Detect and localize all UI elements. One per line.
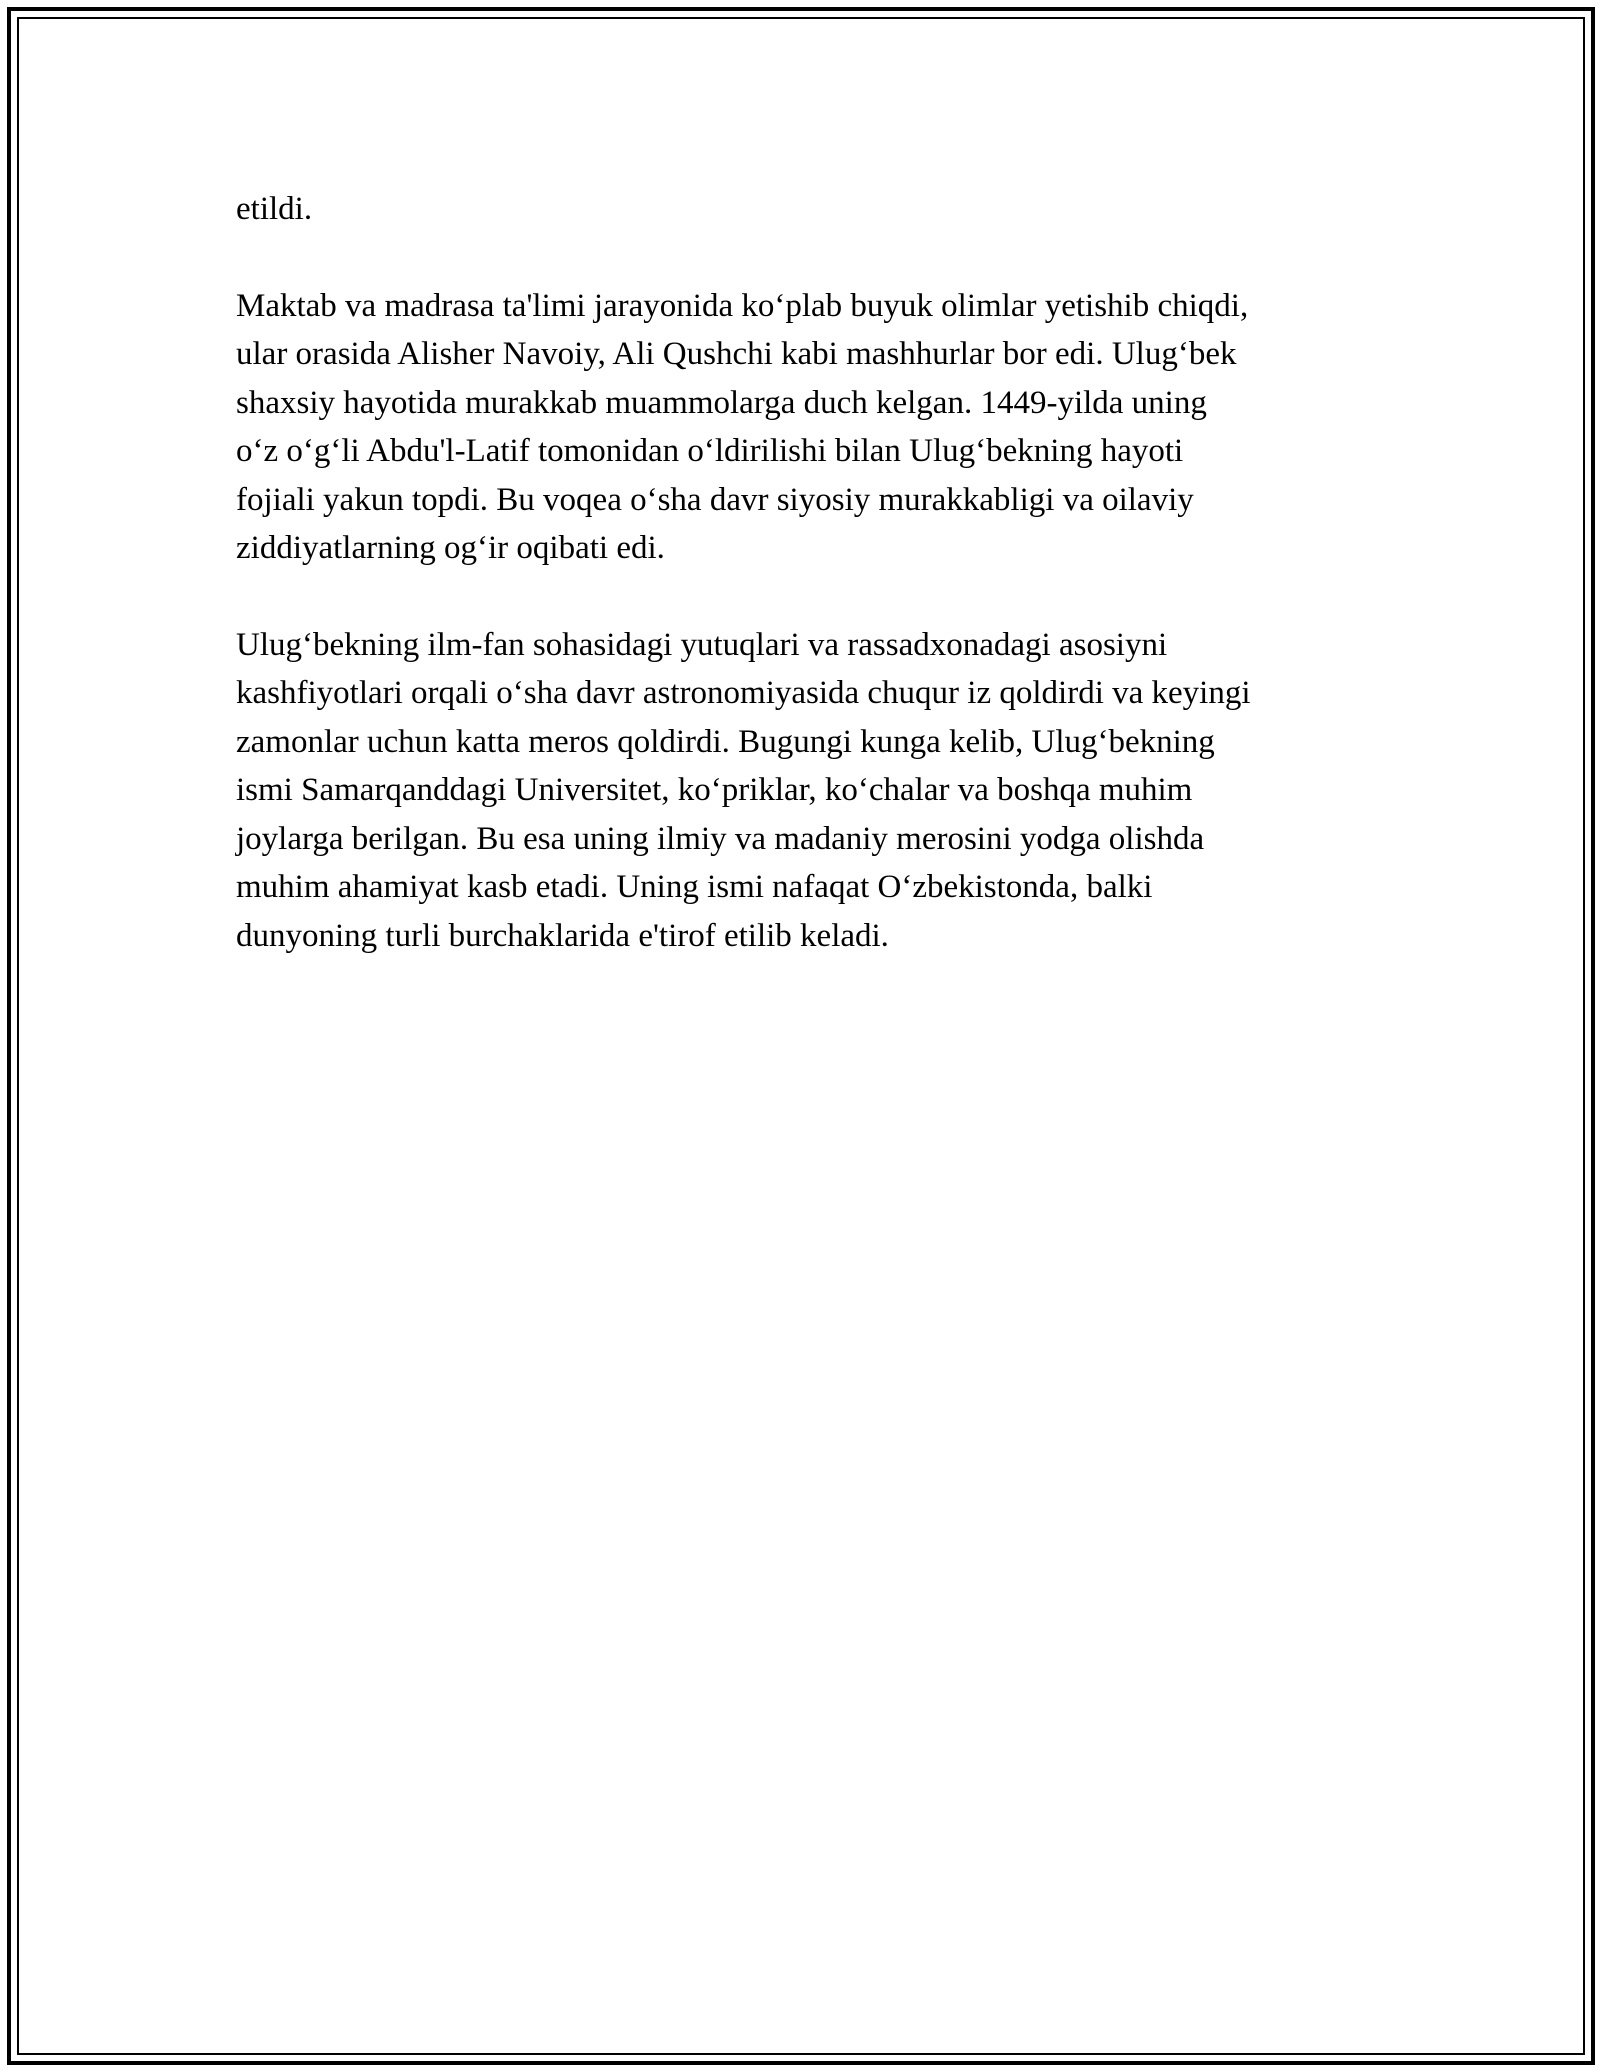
text-line: etildi. <box>236 191 313 227</box>
text-line: Ulugʻbekning ilm-fan sohasidagi yutuqlari va rassadxonadagi asosiyni <box>236 626 1168 663</box>
paragraph-legacy <box>236 621 1386 961</box>
paragraph-continuation <box>236 185 1386 234</box>
text-line: kashfiyotlari orqali oʻsha davr astronomiyasida chuqur iz qoldirdi va keyingi <box>236 675 1251 711</box>
text-line: oʻz oʻgʻli Abdu'l-Latif tomonidan oʻldirilishi bilan Ulugʻbekning hayoti <box>236 433 1184 469</box>
text-line: fojiali yakun topdi. Bu voqea oʻsha davr siyosiy murakkabligi va oilaviy <box>236 481 1194 518</box>
text-line: Maktab va madrasa ta'limi jarayonida koʻplab buyuk olimlar yetishib chiqdi, <box>236 287 1249 324</box>
text-line: zamonlar uchun katta meros qoldirdi. Bugungi kunga kelib, Ulugʻbekning <box>236 723 1215 760</box>
text-line: ziddiyatlarning ogʻir oqibati edi. <box>236 530 665 566</box>
text-line: muhim ahamiyat kasb etadi. Uning ismi nafaqat Oʻzbekistonda, balki <box>236 869 1153 905</box>
text-line: shaxsiy hayotida murakkab muammolarga duch kelgan. 1449-yilda uning <box>236 384 1207 421</box>
text-line: ismi Samarqanddagi Universitet, koʻpriklar, koʻchalar va boshqa muhim <box>236 772 1193 808</box>
text-line: joylarga berilgan. Bu esa uning ilmiy va madaniy merosini yodga olishda <box>236 820 1205 857</box>
text-line: dunyoning turli burchaklarida e'tirof etilib keladi. <box>236 917 889 954</box>
document-body <box>236 185 1386 1008</box>
text-line: ular orasida Alisher Navoiy, Ali Qushchi kabi mashhurlar bor edi. Ulugʻbek <box>236 336 1237 372</box>
paragraph-education-and-death <box>236 282 1386 573</box>
